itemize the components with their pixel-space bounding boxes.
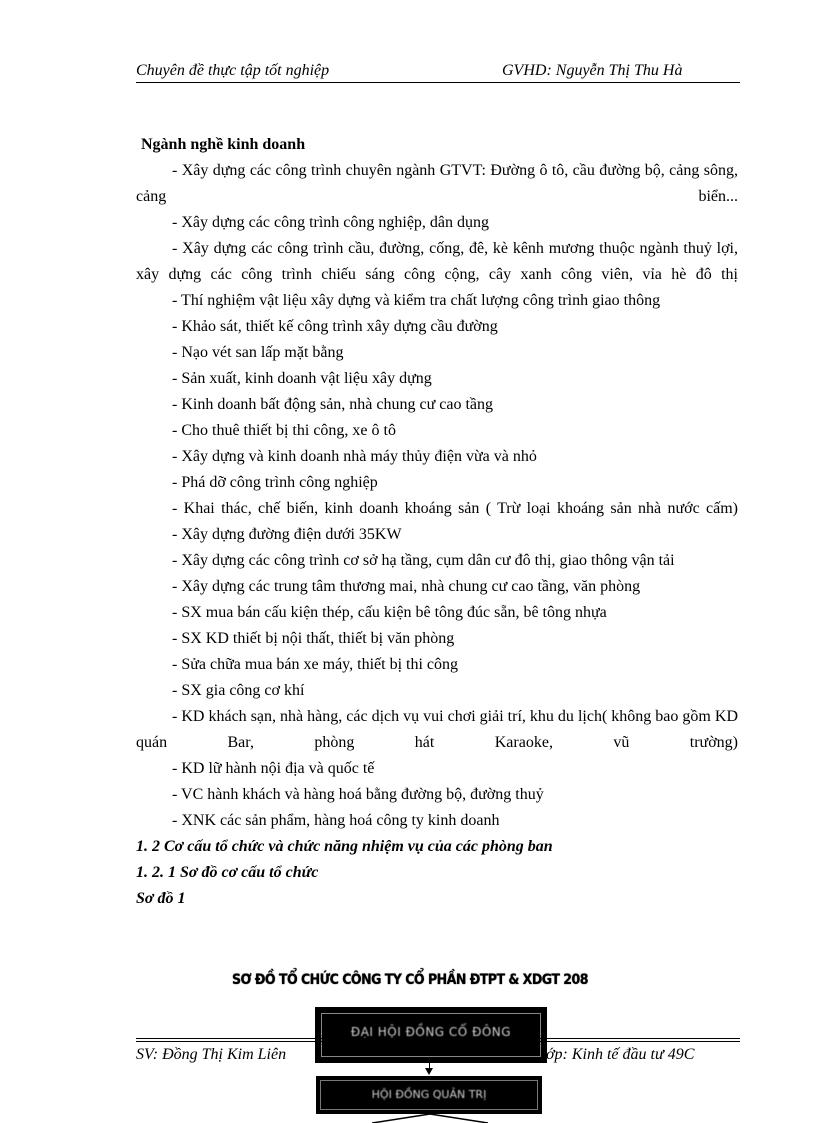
org-branch-lines	[372, 1114, 488, 1123]
business-item: - SX mua bán cấu kiện thép, cấu kiện bê tông đúc sẵn, bê tông nhựa	[172, 604, 607, 621]
section-heading-1-2-1: 1. 2. 1 Sơ đồ cơ cấu tổ chức	[136, 864, 319, 881]
business-item: - KD lữ hành nội địa và quốc tế	[172, 760, 375, 777]
section-heading-1-2: 1. 2 Cơ cấu tổ chức và chức năng nhiệm vụ của các phòng ban	[136, 838, 553, 855]
business-item: - Kinh doanh bất động sản, nhà chung cư cao tầng	[172, 396, 494, 413]
business-item: - Sản xuất, kinh doanh vật liệu xây dựng	[172, 370, 432, 387]
org-chart-title: SƠ ĐỒ TỔ CHỨC CÔNG TY CỔ PHẦN ĐTPT & XDGT 208	[232, 972, 588, 988]
business-item: - Cho thuê thiết bị thi công, xe ô tô	[172, 422, 396, 439]
diagram-label: Sơ đồ 1	[136, 890, 186, 907]
business-item: - SX gia công cơ khí	[172, 682, 305, 699]
business-item: - Sửa chữa mua bán xe máy, thiết bị thi công	[172, 656, 459, 673]
org-box-board-of-directors	[316, 1076, 542, 1114]
business-item: - Xây dựng các trung tâm thương mai, nhà chung cư cao tầng, văn phòng	[172, 578, 641, 595]
footer-rule-top	[136, 1038, 740, 1039]
org-box-label: ĐẠI HỘI ĐỒNG CỔ ĐÔNG	[350, 1025, 512, 1039]
header-supervisor: GVHD: Nguyễn Thị Thu Hà	[502, 62, 683, 79]
business-item: - Xây dựng các công trình công nghiệp, dân dụng	[172, 214, 490, 231]
org-branch-line	[372, 1114, 488, 1123]
business-item: - Khảo sát, thiết kế công trình xây dựng cầu đường	[172, 318, 498, 335]
section-heading-business-lines: Ngành nghề kinh doanh	[141, 136, 306, 153]
org-box-label: HỘI ĐỒNG QUẢN TRỊ	[371, 1088, 487, 1101]
business-item: - Nạo vét san lấp mặt bằng	[172, 344, 344, 361]
business-item: - Xây dựng đường điện dưới 35KW	[172, 526, 402, 543]
business-item: - Xây dựng các công trình chuyên ngành GTVT: Đường ô tô, cầu đường bộ, cảng sông, cảng biển...	[136, 162, 738, 205]
business-item: - Xây dựng và kinh doanh nhà máy thủy điện vừa và nhỏ	[172, 448, 537, 465]
business-item: - XNK các sản phẩm, hàng hoá công ty kinh doanh	[172, 812, 500, 829]
header-course-title: Chuyên đề thực tập tốt nghiệp	[136, 62, 330, 79]
page-header	[136, 60, 740, 83]
business-item: - Phá dỡ công trình công nghiệp	[172, 474, 378, 491]
business-item: - VC hành khách và hàng hoá bằng đường bộ, đường thuỷ	[172, 786, 544, 803]
footer-rule-bottom	[136, 1041, 740, 1042]
business-item: - KD khách sạn, nhà hàng, các dịch vụ vui chơi giải trí, khu du lịch( không bao gồm KD quán Bar, phòng hát Karaoke, vũ trường)	[136, 708, 738, 751]
business-item: - Xây dựng các công trình cầu, đường, cống, đê, kè kênh mương thuộc ngành thuỷ lợi, xây dựng các công trình chiếu sáng công cộng, cây xanh công viên, vỉa hè đô thị	[136, 240, 738, 283]
document-body	[136, 132, 738, 912]
org-box-shareholders-meeting	[316, 1008, 546, 1062]
org-arrow-down-icon	[425, 1068, 433, 1075]
footer-student-name: SV: Đồng Thị Kim Liên	[136, 1046, 287, 1063]
business-item: - SX KD thiết bị nội thất, thiết bị văn phòng	[172, 630, 455, 647]
business-item: - Khai thác, chế biến, kinh doanh khoáng sản ( Trừ loại khoáng sản nhà nước cấm)	[172, 500, 738, 517]
business-item: - Thí nghiệm vật liệu xây dựng và kiểm tra chất lượng công trình giao thông	[172, 292, 661, 309]
footer-class-name: ớp: Kinh tế đầu tư 49C	[546, 1046, 695, 1063]
business-item: - Xây dựng các công trình cơ sở hạ tầng, cụm dân cư đô thị, giao thông vận tải	[172, 552, 675, 569]
